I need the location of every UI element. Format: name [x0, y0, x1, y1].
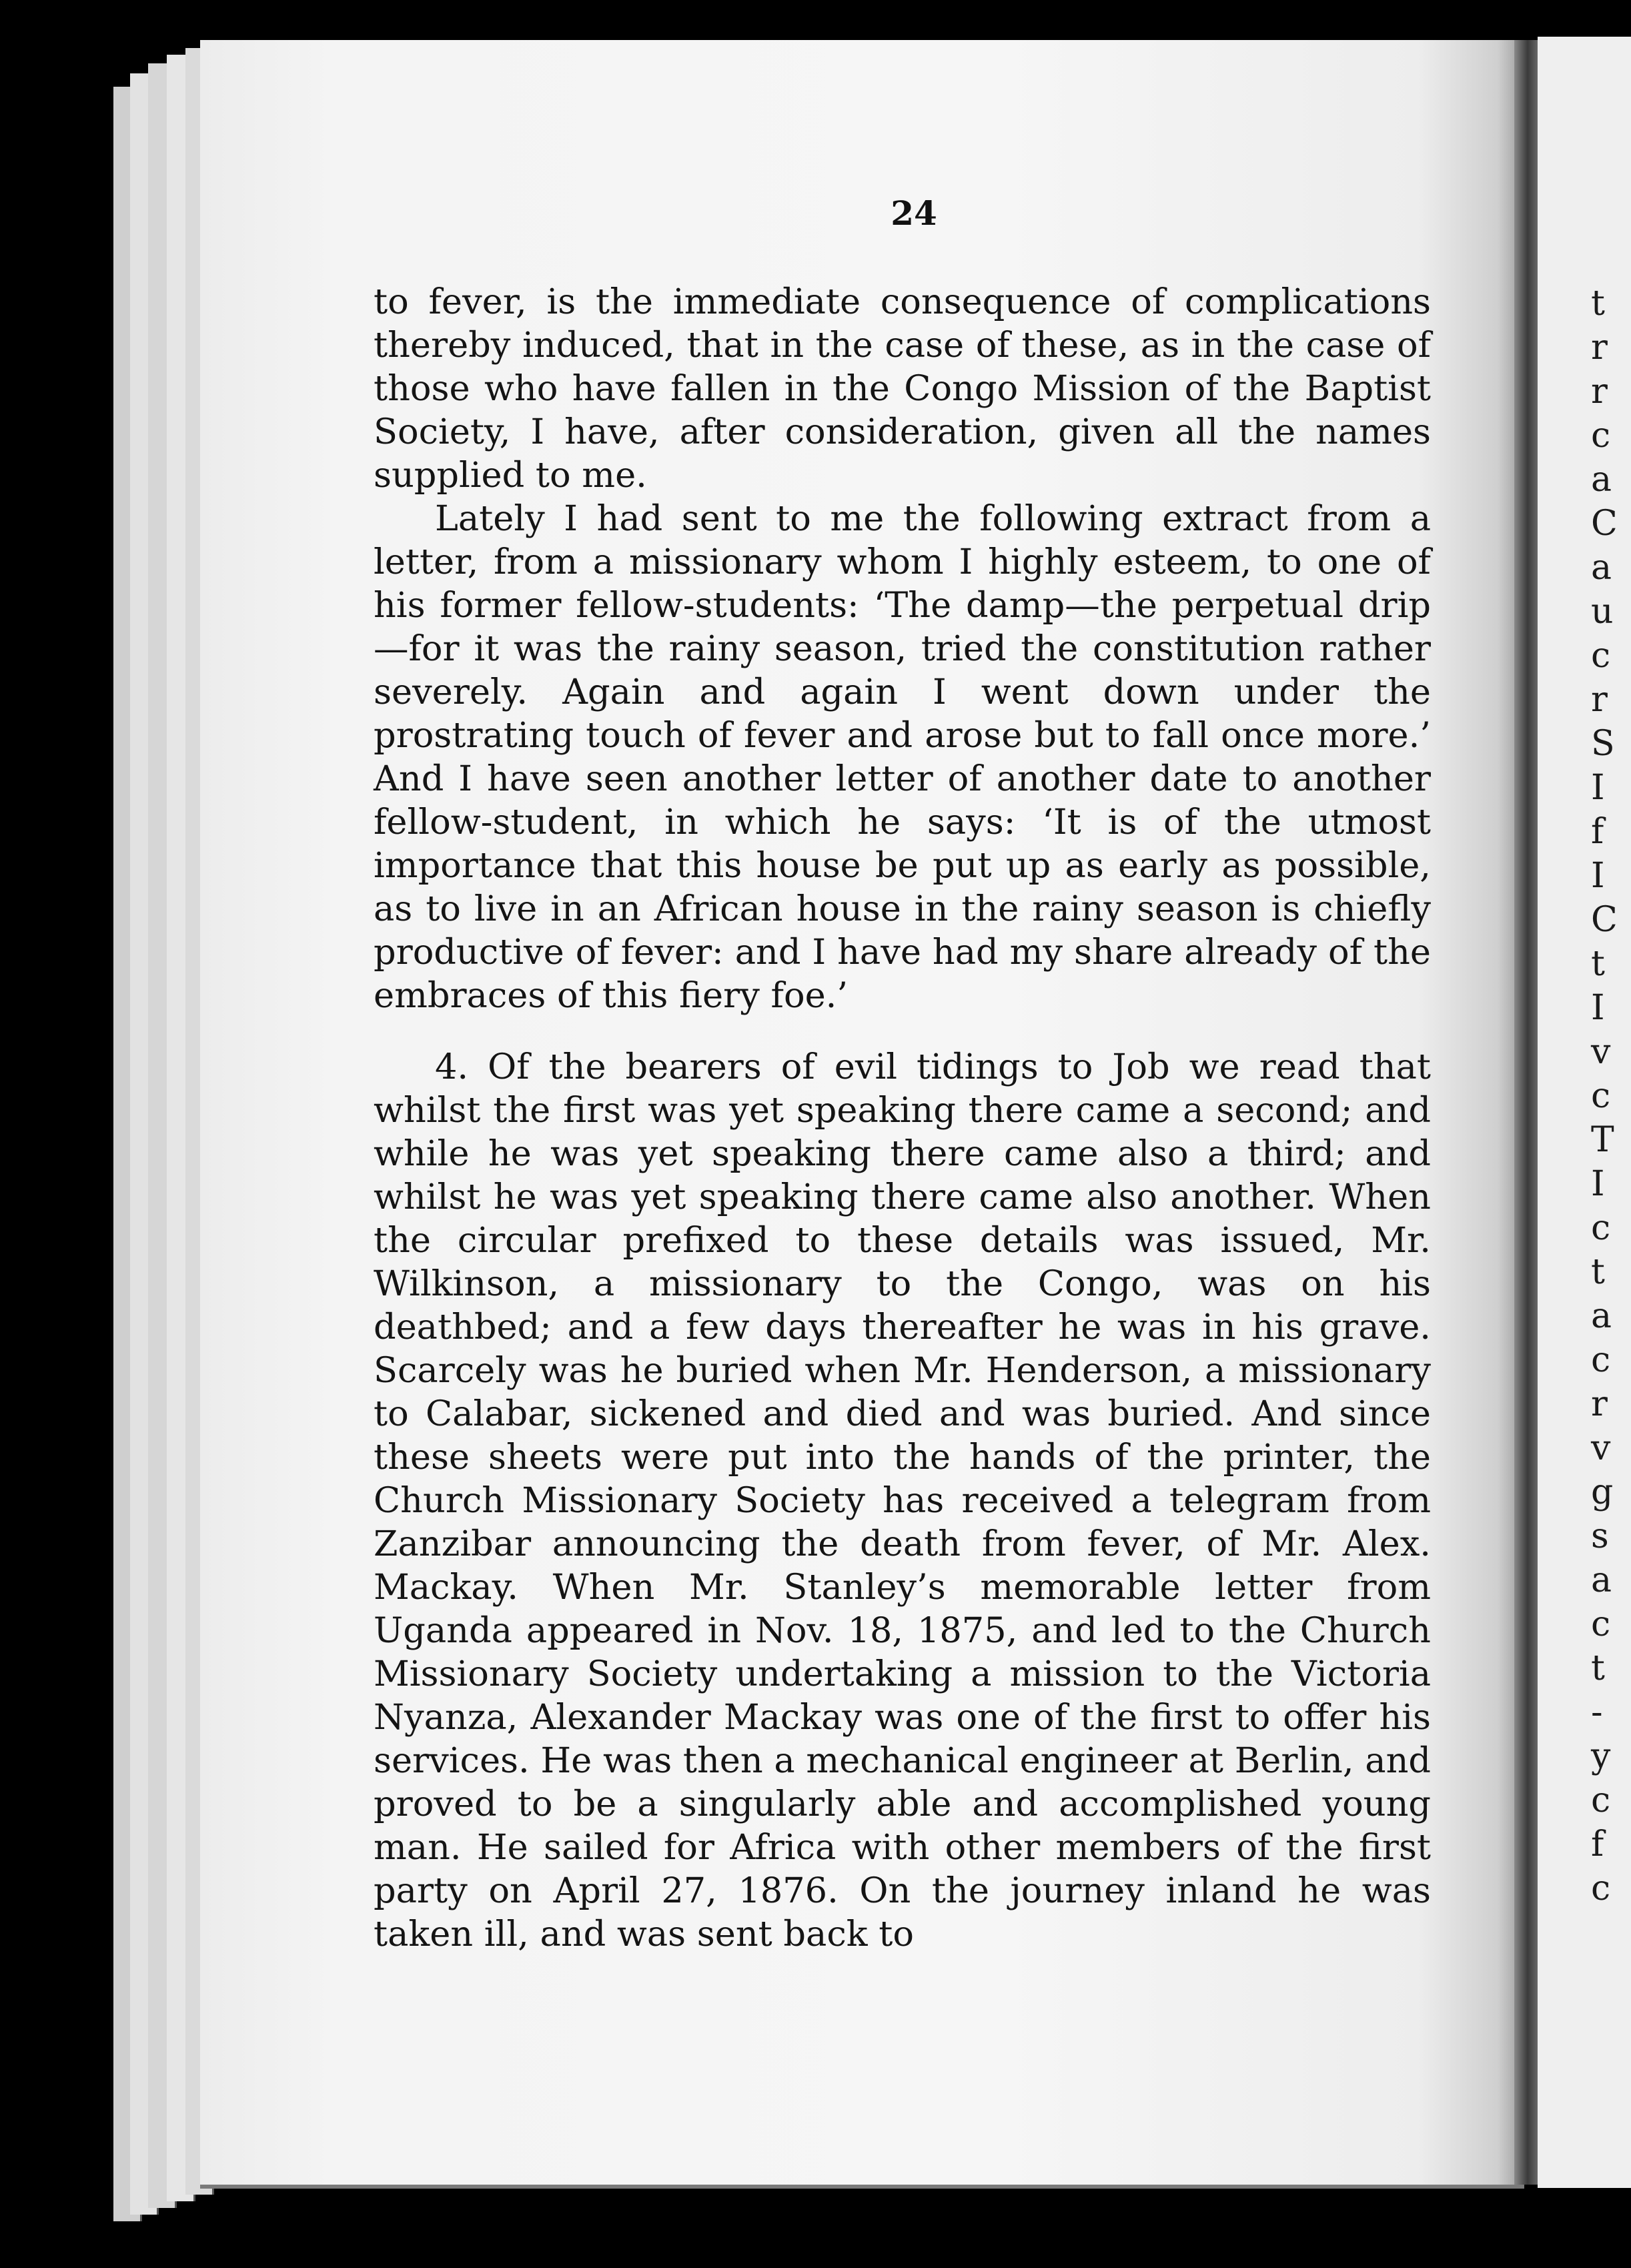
- facing-page: [1538, 37, 1631, 2188]
- facing-line-start: c: [1591, 636, 1611, 676]
- facing-line-start: S: [1591, 724, 1615, 764]
- paragraph-continuation: to fever, is the immediate consequence of complications thereby induced, that in the case of these, as in the case of those who have fallen in the Congo Mission of the Baptist Society, I have, after consideration, given all the names supplied to me.: [374, 281, 1431, 496]
- facing-line-start: c: [1591, 416, 1611, 456]
- page-number: 24: [891, 193, 937, 233]
- facing-line-start: -: [1591, 1692, 1603, 1732]
- facing-line-start: a: [1591, 548, 1612, 588]
- facing-line-start: T: [1591, 1120, 1614, 1160]
- paragraph-section-4: 4. Of the bearers of evil tidings to Job we read that whilst the first was yet speaking there came a second; and while he was yet speaking there came also a third; and whilst he was yet speaking there came also another. When the circular prefixed to these details was issued, Mr. Wilkinson, a missionary to the Congo, was on his deathbed; and a few days thereafter he was in his grave. Scarcely was he buried when Mr. Henderson, a missionary to Calabar, sickened and died and was buried. And since these sheets were put into the hands of the printer, the Church Missionary Society has received a telegram from Zanzibar announcing the death from fever, of Mr. Alex. Mackay. When Mr. Stanley’s memorable letter from Uganda appeared in Nov. 18, 1875, and led to the Church Missionary Society undertaking a mission to the Victoria Nyanza, Alexander Mackay was one of the first to offer his services. He was then a mechanical engineer at Berlin, and proved to be a singularly able and accomplished young man. He sailed for Africa with other members of the first party on April 27, 1876. On the journey inland he was taken ill, and was sent back to: [374, 1047, 1431, 1954]
- facing-line-start: a: [1591, 1296, 1612, 1336]
- facing-line-start: s: [1591, 1516, 1609, 1556]
- facing-line-start: a: [1591, 460, 1612, 500]
- facing-line-start: v: [1591, 1428, 1611, 1468]
- facing-line-start: f: [1591, 812, 1604, 852]
- facing-line-start: r: [1591, 328, 1608, 368]
- book-gutter: [1514, 40, 1541, 2185]
- facing-line-start: a: [1591, 1560, 1612, 1600]
- facing-line-start: I: [1591, 988, 1605, 1028]
- facing-line-start: v: [1591, 1032, 1611, 1072]
- facing-line-start: g: [1591, 1472, 1614, 1512]
- facing-line-start: C: [1591, 504, 1618, 544]
- facing-line-start: t: [1591, 1648, 1605, 1688]
- facing-line-start: r: [1591, 1384, 1608, 1424]
- facing-line-start: r: [1591, 372, 1608, 412]
- facing-line-start: f: [1591, 1824, 1604, 1864]
- facing-line-start: c: [1591, 1868, 1611, 1908]
- paragraph-letter-extract: Lately I had sent to me the following extract from a letter, from a missionary whom I highly esteem, to one of his former fellow-students: ‘The damp—the perpetual drip—for it was the rainy season, tried the constitution rather severely. Again and again I went down under the prostrating touch of fever and arose but to fall once more.’ And I have seen another letter of another date to another fellow-student, in which he says: ‘It is of the utmost importance that this house be put up as early as possible, as to live in an African house in the rainy season is chiefly productive of fever: and I have had my share already of the embraces of this fiery foe.’: [374, 498, 1431, 1016]
- facing-line-start: c: [1591, 1076, 1611, 1116]
- facing-line-start: c: [1591, 1604, 1611, 1644]
- facing-line-start: C: [1591, 900, 1618, 940]
- facing-line-start: y: [1591, 1736, 1611, 1776]
- facing-line-start: I: [1591, 1164, 1605, 1204]
- facing-line-start: u: [1591, 592, 1614, 632]
- facing-line-start: r: [1591, 680, 1608, 720]
- body-text: [374, 280, 1431, 1956]
- facing-line-start: c: [1591, 1340, 1611, 1380]
- facing-line-start: I: [1591, 768, 1605, 808]
- facing-line-start: t: [1591, 1252, 1605, 1292]
- facing-line-start: I: [1591, 856, 1605, 896]
- facing-line-start: c: [1591, 1780, 1611, 1820]
- facing-line-start: t: [1591, 284, 1605, 324]
- facing-line-start: c: [1591, 1208, 1611, 1248]
- facing-line-start: t: [1591, 944, 1605, 984]
